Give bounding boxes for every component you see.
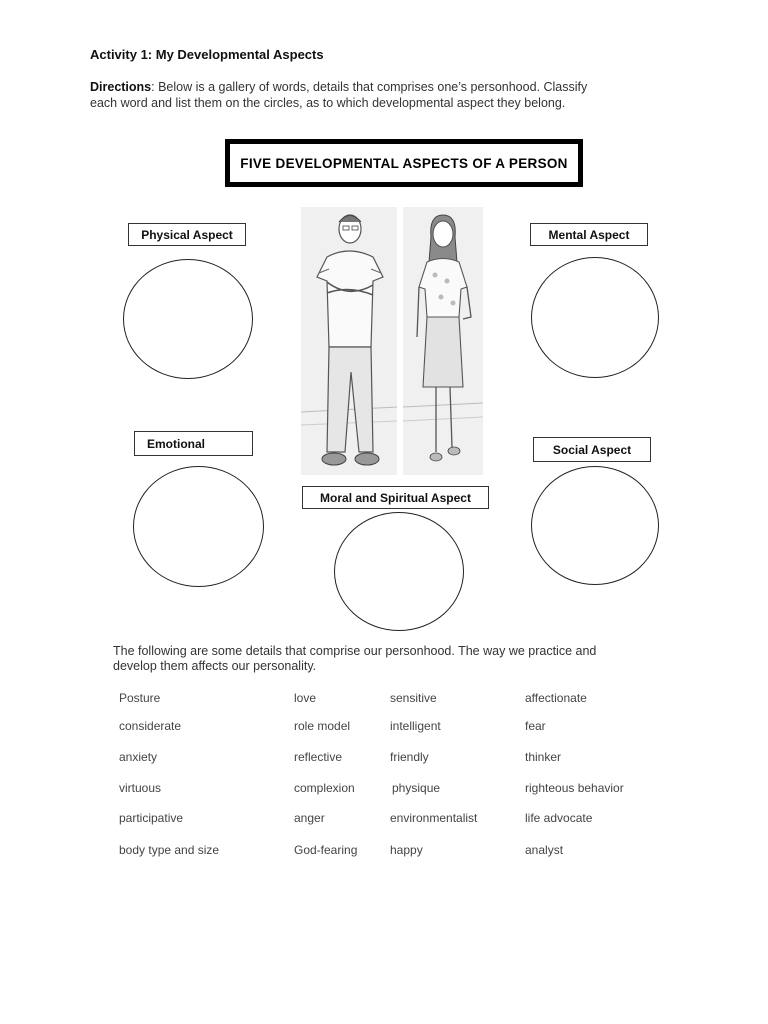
directions-label: Directions xyxy=(90,80,152,94)
moral-spiritual-aspect-circle xyxy=(334,512,464,631)
emotional-aspect-circle xyxy=(133,466,264,587)
girl-sketch-icon xyxy=(403,207,483,475)
boy-photo xyxy=(301,207,397,475)
activity-title: Activity 1: My Developmental Aspects xyxy=(90,47,324,62)
word-item: environmentalist xyxy=(390,811,478,825)
word-item: anxiety xyxy=(119,750,158,764)
word-item: love xyxy=(294,691,317,705)
word-item: intelligent xyxy=(390,719,441,733)
word-item: fear xyxy=(525,719,546,733)
physical-aspect-label: Physical Aspect xyxy=(128,223,246,246)
word-item: anger xyxy=(294,811,325,825)
word-item: body type and size xyxy=(119,843,220,857)
social-aspect-circle xyxy=(531,466,659,585)
word-item: virtuous xyxy=(119,781,162,795)
boy-sketch-icon xyxy=(301,207,397,475)
word-item: analyst xyxy=(525,843,564,857)
word-item: physique xyxy=(392,781,441,795)
word-item: participative xyxy=(119,811,184,825)
word-item: reflective xyxy=(294,750,343,764)
banner-title: FIVE DEVELOPMENTAL ASPECTS OF A PERSON xyxy=(225,139,583,187)
emotional-aspect-label: Emotional xyxy=(134,431,253,456)
moral-spiritual-aspect-label: Moral and Spiritual Aspect xyxy=(302,486,489,509)
word-item: God-fearing xyxy=(294,843,358,857)
word-item: sensitive xyxy=(390,691,437,705)
word-item: considerate xyxy=(119,719,182,733)
word-item: complexion xyxy=(294,781,355,795)
directions-paragraph xyxy=(90,79,610,111)
physical-aspect-circle xyxy=(123,259,253,379)
word-item: role model xyxy=(294,719,351,733)
word-item: affectionate xyxy=(525,691,587,705)
girl-photo xyxy=(403,207,483,475)
mental-aspect-label: Mental Aspect xyxy=(530,223,648,246)
word-item: life advocate xyxy=(525,811,593,825)
word-item: happy xyxy=(390,843,423,857)
mental-aspect-circle xyxy=(531,257,659,378)
social-aspect-label: Social Aspect xyxy=(533,437,651,462)
intro-paragraph: The following are some details that comprise our personhood. The way we practice and develop them affects our personality. xyxy=(113,644,597,673)
word-item: friendly xyxy=(390,750,429,764)
word-item: Posture xyxy=(119,691,161,705)
word-item: righteous behavior xyxy=(525,781,624,795)
directions-text: : Below is a gallery of words, details that comprises one’s personhood. Classify each word and list them on the circles, as to which developmental aspect they belong. xyxy=(90,80,588,110)
word-item: thinker xyxy=(525,750,562,764)
